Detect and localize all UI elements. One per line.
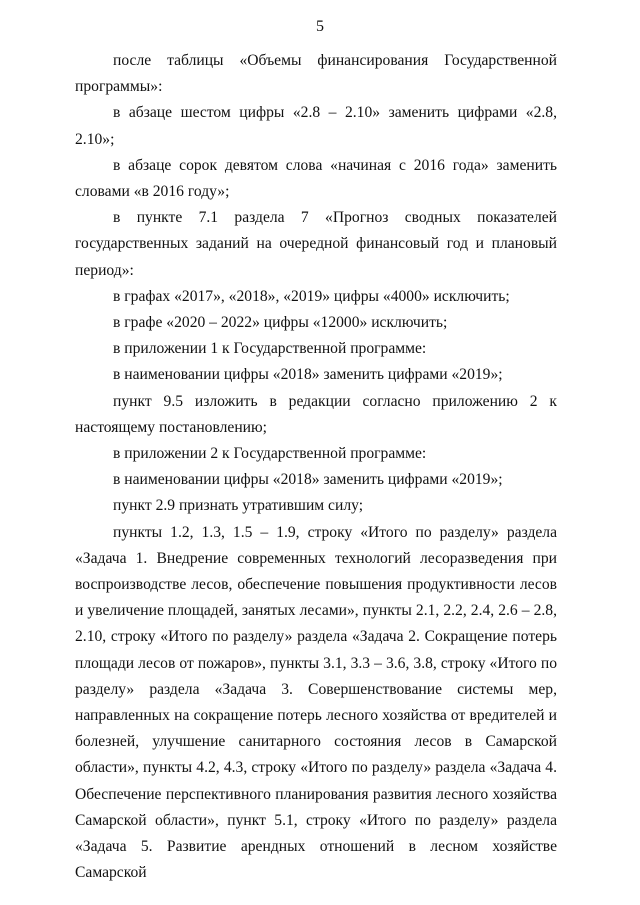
paragraph-appendix-2-title: в наименовании цифры «2018» заменить цифрами «2019»; [113,471,503,489]
paragraph-appendix-1-title: в наименовании цифры «2018» заменить цифрами «2019»; [113,366,503,384]
paragraph-sixth-abzac: в абзаце шестом цифры «2.8 – 2.10» заменить цифрами «2.8, 2.10»; [75,104,557,148]
paragraph-point-2-9: пункт 2.9 признать утратившим силу; [113,497,364,515]
paragraph-appendix-1: в приложении 1 к Государственной программе: [113,340,427,358]
paragraph-after-table: после таблицы «Объемы финансирования Государственной программы»: [75,52,557,96]
paragraph-column-2020-2022: в графе «2020 – 2022» цифры «12000» исключить; [113,314,448,332]
paragraph-point-9-5: пункт 9.5 изложить в редакции согласно приложению 2 к настоящему постановлению; [75,392,557,436]
paragraph-points-list: пункты 1.2, 1.3, 1.5 – 1.9, строку «Итого по разделу» раздела «Задача 1. Внедрение современных технологий лесоразведения при воспроизводстве лесов, обеспечение повышения продуктивности лесов и увеличение площадей, занятых лесами», пункты 2.1, 2.2, 2.4, 2.6 – 2.8, 2.10, строку «Итого по разделу» раздела «Задача 2. Сокращение потерь площади лесов от пожаров», пункты 3.1, 3.3 – 3.6, 3.8, строку «Итого по разделу» раздела «Задача 3. Совершенствование системы мер, направленных на сокращение потерь лесного хозяйства от вредителей и болезней, улучшение санитарного состояния лесов в Самарской области», пункты 4.2, 4.3, строку «Итого по разделу» раздела «Задача 4. Обеспечение перспективного планирования развития лесного хозяйства Самарской области», пункт 5.1, строку «Итого по разделу» раздела «Задача 5. Развитие арендных отношений в лесном хозяйстве Самарской [75,523,557,882]
paragraph-49th-abzac: в абзаце сорок девятом слова «начиная с 2016 года» заменить словами «в 2016 году»; [75,156,557,201]
document-body [75,48,557,887]
paragraph-appendix-2: в приложении 2 к Государственной программе: [113,445,427,463]
paragraph-point-7-1: в пункте 7.1 раздела 7 «Прогноз сводных показателей государственных заданий на очередной финансовый год и плановый период»: [75,209,557,279]
page-number: 5 [316,18,324,35]
paragraph-columns-2017-2019: в графах «2017», «2018», «2019» цифры «4000» исключить; [113,287,510,305]
